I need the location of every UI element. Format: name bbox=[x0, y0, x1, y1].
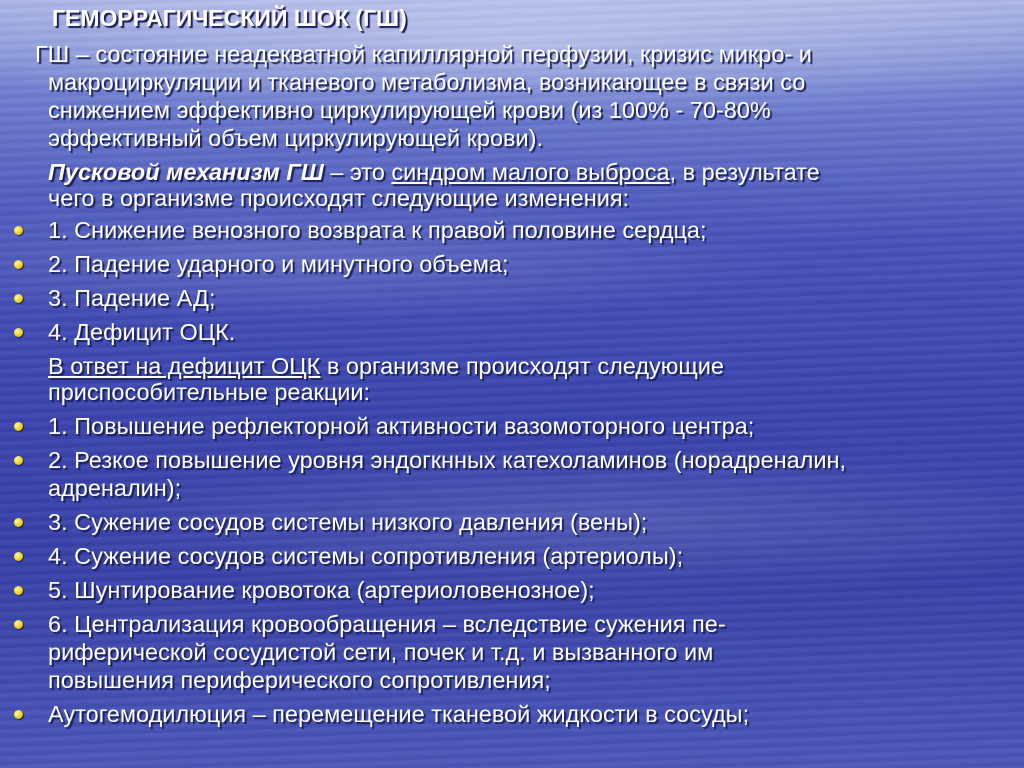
change-item: 2. Падение ударного и минутного объема; bbox=[48, 251, 509, 277]
reaction-item: Аутогемодилюция – перемещение тканевой жидкости в сосуды; bbox=[48, 701, 750, 727]
response-rest: в организме происходят следующие bbox=[320, 353, 724, 379]
reaction-item: 4. Сужение сосудов системы сопротивления (артериолы); bbox=[48, 543, 684, 569]
bullet-icon bbox=[14, 586, 23, 595]
definition-line: эффективный объем циркулирующей крови). bbox=[48, 125, 544, 151]
reaction-item-cont: риферической сосудистой сети, почек и т.д. и вызванного им bbox=[48, 639, 714, 665]
response-line2: приспособительные реакции: bbox=[48, 379, 371, 405]
trigger-rest: , в результате bbox=[669, 159, 820, 185]
definition-line: ГШ – состояние неадекватной капиллярной перфузии, кризис микро- и bbox=[35, 41, 812, 67]
bullet-icon bbox=[14, 456, 23, 465]
trigger-dash: – это bbox=[323, 159, 392, 185]
reaction-item: 6. Централизация кровообращения – вследствие сужения пе- bbox=[48, 611, 726, 637]
response-paragraph bbox=[48, 352, 724, 380]
definition-line: снижением эффективно циркулирующей крови (из 100% - 70-80% bbox=[48, 97, 771, 123]
trigger-paragraph bbox=[48, 158, 820, 186]
definition-line: макроциркуляции и тканевого метаболизма, возникающее в связи со bbox=[48, 69, 806, 95]
bullet-icon bbox=[14, 710, 23, 719]
bullet-icon bbox=[14, 422, 23, 431]
change-item: 3. Падение АД; bbox=[48, 285, 216, 311]
bullet-icon bbox=[14, 260, 23, 269]
trigger-line2: чего в организме происходят следующие изменения: bbox=[48, 185, 630, 211]
bullet-icon bbox=[14, 226, 23, 235]
reaction-item-cont: адреналин); bbox=[48, 475, 182, 501]
bullet-icon bbox=[14, 518, 23, 527]
response-underlined: В ответ на дефицит ОЦК bbox=[48, 353, 321, 379]
change-item: 1. Снижение венозного возврата к правой половине сердца; bbox=[48, 217, 707, 243]
reaction-item: 1. Повышение рефлекторной активности вазомоторного центра; bbox=[48, 413, 755, 439]
reaction-item: 2. Резкое повышение уровня эндогкнных катехоламинов (норадреналин, bbox=[48, 447, 847, 473]
reaction-item: 3. Сужение сосудов системы низкого давления (вены); bbox=[48, 509, 648, 535]
trigger-syndrome: синдром малого выброса bbox=[391, 159, 670, 185]
bullet-icon bbox=[14, 294, 23, 303]
slide-title: ГЕМОРРАГИЧЕСКИЙ ШОК (ГШ) bbox=[52, 5, 407, 31]
bullet-icon bbox=[14, 620, 23, 629]
reaction-item: 5. Шунтирование кровотока (артериоловенозное); bbox=[48, 577, 595, 603]
bullet-icon bbox=[14, 328, 23, 337]
reaction-item-cont: повышения периферического сопротивления; bbox=[48, 667, 551, 693]
bullet-icon bbox=[14, 552, 23, 561]
change-item: 4. Дефицит ОЦК. bbox=[48, 319, 236, 345]
trigger-term: Пусковой механизм ГШ bbox=[48, 159, 324, 185]
